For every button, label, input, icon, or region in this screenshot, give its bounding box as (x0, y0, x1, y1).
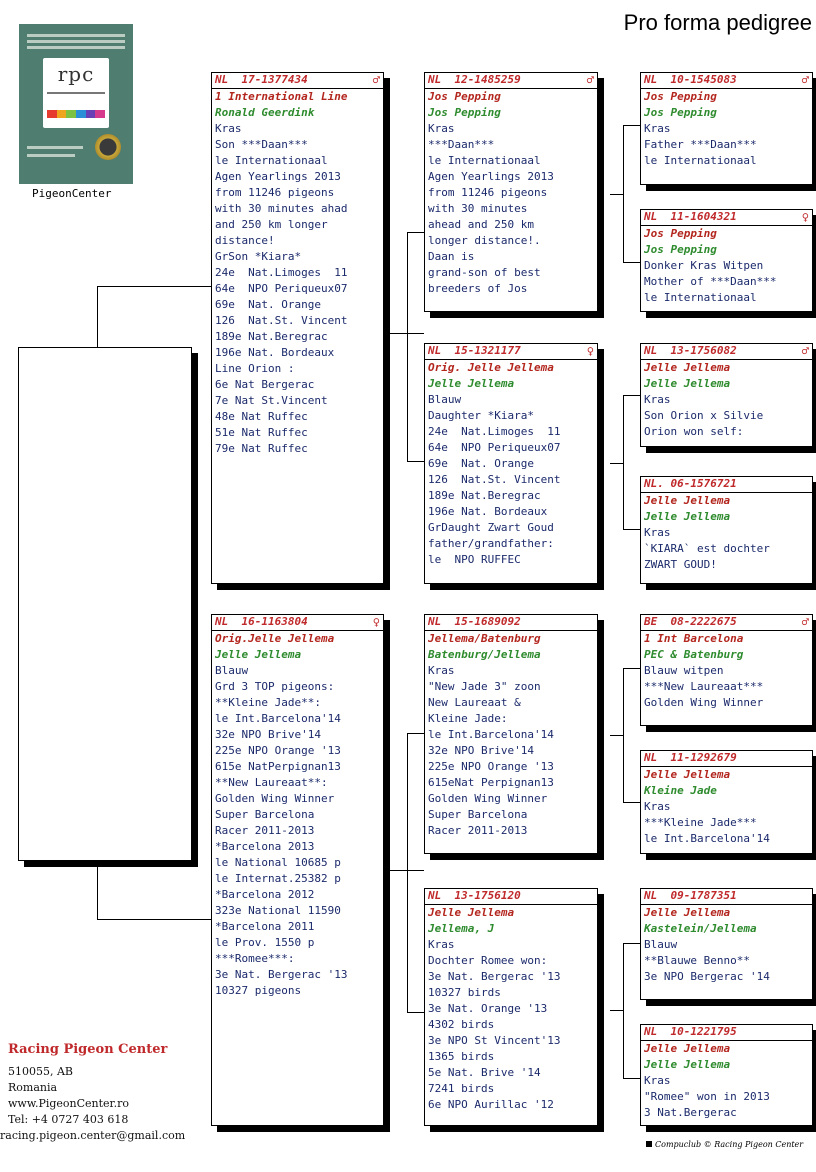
pedigree-note: 6e Nat Bergerac (215, 378, 315, 391)
ring-number: BE 08-2222675 (644, 615, 737, 628)
pedigree-note: "Romee" won in 2013 (644, 1090, 770, 1103)
pedigree-note: 32e NPO Brive'14 (428, 744, 534, 757)
pedigree-note: Blauw witpen (644, 664, 724, 677)
pedigree-note: 3 Nat.Bergerac (644, 1106, 737, 1119)
phone-number: Tel: +4 0727 403 618 (8, 1113, 129, 1126)
connector-line (407, 733, 424, 734)
pedigree-note: Golden Wing Winner (644, 696, 764, 709)
logo-text-line (27, 146, 83, 149)
pedigree-note: 3e NPO Bergerac '14 (644, 970, 770, 983)
sex-icon: ♂ (801, 615, 809, 629)
pedigree-note: longer distance!. (428, 234, 541, 247)
pedigree-note: **Blauwe Benno** (644, 954, 750, 967)
pedigree-note: Kleine Jade: (428, 712, 508, 725)
pedigree-note: Son Orion x Silvie (644, 409, 764, 422)
pedigree-note: Blauw (428, 393, 462, 406)
connector-line (407, 232, 408, 462)
connector-line (623, 1078, 640, 1079)
pedigree-note: Kras (428, 664, 455, 677)
pedigree-note: 196e Nat. Bordeaux (215, 346, 335, 359)
breeder-name: Orig. Jelle Jellema (428, 361, 554, 374)
pedigree-note: 126 Nat.St. Vincent (428, 473, 561, 486)
pedigree-note: 189e Nat.Beregrac (428, 489, 541, 502)
owner-name: Batenburg/Jellema (428, 648, 541, 661)
card-header (425, 73, 597, 89)
pedigree-note: `KIARA` est dochter (644, 542, 770, 555)
logo-text-line (27, 34, 125, 37)
card-header (641, 889, 812, 905)
pigeon-card-sire[interactable] (211, 72, 384, 584)
pedigree-note: Super Barcelona (215, 808, 315, 821)
connector-line (623, 125, 640, 126)
logo-color-stripes (47, 110, 105, 118)
pedigree-note: 225e NPO Orange '13 (428, 760, 554, 773)
pedigree-note: 5e Nat. Brive '14 (428, 1066, 541, 1079)
owner-name: Kleine Jade (644, 784, 717, 797)
pigeon-card-sdd[interactable] (640, 476, 813, 584)
pedigree-note: 69e Nat. Orange (215, 298, 321, 311)
owner-name: Jos Pepping (428, 106, 501, 119)
pedigree-note: ***Kleine Jade*** (644, 816, 757, 829)
pedigree-note: Agen Yearlings 2013 (215, 170, 341, 183)
card-header (212, 73, 383, 89)
breeder-name: Jelle Jellema (644, 1042, 731, 1055)
card-header (641, 477, 812, 493)
pedigree-note: from 11246 pigeons (428, 186, 548, 199)
pedigree-note: le Int.Barcelona'14 (215, 712, 341, 725)
connector-line (97, 919, 211, 920)
ring-number: NL 13-1756120 (428, 889, 521, 902)
pedigree-note: ZWART GOUD! (644, 558, 717, 571)
sex-icon: ♂ (586, 73, 594, 87)
pedigree-note: Agen Yearlings 2013 (428, 170, 554, 183)
pedigree-note: 24e Nat.Limoges 11 (215, 266, 348, 279)
pigeon-card-dam-sire[interactable] (424, 614, 598, 854)
pedigree-note: grand-son of best (428, 266, 541, 279)
pedigree-note: GrDaught Zwart Goud (428, 521, 554, 534)
connector-line (97, 286, 98, 347)
owner-name: Jellema, J (428, 922, 495, 935)
pedigree-note: Racer 2011-2013 (215, 824, 315, 837)
pigeon-card-sds[interactable] (640, 343, 813, 447)
logo-text-line (27, 46, 125, 49)
connector-line (97, 866, 98, 920)
pedigree-note: Blauw (215, 664, 249, 677)
breeder-name: Jelle Jellema (644, 361, 731, 374)
ring-number: NL 09-1787351 (644, 889, 737, 902)
pedigree-note: with 30 minutes ahad (215, 202, 348, 215)
address-line: 510055, AB (8, 1065, 74, 1078)
pedigree-note: le Int.Barcelona'14 (428, 728, 554, 741)
logo-brand: rpc (57, 62, 95, 86)
breeder-name: Jos Pepping (428, 90, 501, 103)
pedigree-note: 32e NPO Brive'14 (215, 728, 321, 741)
pedigree-note: 24e Nat.Limoges 11 (428, 425, 561, 438)
sex-icon: ♀ (586, 344, 594, 358)
card-header (641, 73, 812, 89)
pedigree-note: le Internationaal (428, 154, 541, 167)
sex-icon: ♂ (801, 344, 809, 358)
breeder-name: Orig.Jelle Jellema (215, 632, 335, 645)
owner-name: Jos Pepping (644, 106, 717, 119)
pedigree-note: *Barcelona 2013 (215, 840, 315, 853)
connector-line (623, 668, 624, 803)
pedigree-note: GrSon *Kiara* (215, 250, 302, 263)
pedigree-note: Kras (644, 393, 671, 406)
breeder-name: Jelle Jellema (644, 906, 731, 919)
pedigree-note: distance! (215, 234, 275, 247)
pedigree-note: le Internat.25382 p (215, 872, 341, 885)
pedigree-note: Orion won self: (644, 425, 744, 438)
pedigree-note: Racer 2011-2013 (428, 824, 528, 837)
pigeon-card-dam[interactable] (211, 614, 384, 1126)
owner-name: Jelle Jellema (644, 510, 731, 523)
card-header (641, 1025, 812, 1041)
breeder-name: 1 International Line (215, 90, 348, 103)
ring-number: NL 11-1604321 (644, 210, 737, 223)
pigeon-card-dds[interactable] (640, 888, 813, 1000)
pigeon-card-sire-dam[interactable] (424, 343, 598, 584)
pedigree-note: *Barcelona 2012 (215, 888, 315, 901)
subject-box (18, 347, 192, 861)
owner-name: Jelle Jellema (215, 648, 302, 661)
connector-line (623, 802, 640, 803)
breeder-name: Jos Pepping (644, 90, 717, 103)
connector-line (623, 943, 624, 1079)
pigeon-card-dsd[interactable] (640, 750, 813, 854)
pedigree-note: Golden Wing Winner (428, 792, 548, 805)
pedigree-note: Daan is (428, 250, 475, 263)
connector-line (623, 529, 640, 530)
pedigree-note: 615e NatPerpignan13 (215, 760, 341, 773)
brand-logo (19, 24, 133, 184)
pedigree-note: with 30 minutes (428, 202, 528, 215)
ring-number: NL 10-1221795 (644, 1025, 737, 1038)
breeder-name: Jelle Jellema (644, 768, 731, 781)
pigeon-card-sss[interactable] (640, 72, 813, 185)
page-title: Pro forma pedigree (623, 10, 812, 35)
card-header (641, 615, 812, 631)
breeder-name: Jos Pepping (644, 227, 717, 240)
connector-line (610, 463, 623, 464)
ring-number: NL 15-1689092 (428, 615, 521, 628)
pedigree-note: Son ***Daan*** (215, 138, 308, 151)
logo-text-line (27, 154, 75, 157)
pedigree-note: 6e NPO Aurillac '12 (428, 1098, 554, 1111)
pedigree-note: 126 Nat.St. Vincent (215, 314, 348, 327)
pedigree-note: 48e Nat Ruffec (215, 410, 308, 423)
ring-number: NL 15-1321177 (428, 344, 521, 357)
breeder-name: Jellema/Batenburg (428, 632, 541, 645)
pedigree-note: 7241 birds (428, 1082, 495, 1095)
pedigree-note: ***New Laureaat*** (644, 680, 764, 693)
pedigree-note: Kras (644, 1074, 671, 1087)
org-name: Racing Pigeon Center (8, 1042, 168, 1057)
pedigree-note: 7e Nat St.Vincent (215, 394, 328, 407)
connector-line (623, 668, 640, 669)
sex-icon: ♀ (801, 210, 809, 224)
pedigree-note: 3e NPO St Vincent'13 (428, 1034, 561, 1047)
pedigree-note: Grd 3 TOP pigeons: (215, 680, 335, 693)
pedigree-note: Kras (644, 526, 671, 539)
pedigree-note: 3e Nat. Orange '13 (428, 1002, 548, 1015)
card-header (425, 889, 597, 905)
pedigree-note: ***Romee***: (215, 952, 295, 965)
pedigree-note: 69e Nat. Orange (428, 457, 534, 470)
pedigree-note: 196e Nat. Bordeaux (428, 505, 548, 518)
connector-line (97, 286, 211, 287)
pedigree-note: 3e Nat. Bergerac '13 (428, 970, 561, 983)
pedigree-note: New Laureaat & (428, 696, 521, 709)
ring-number: NL 16-1163804 (215, 615, 308, 628)
connector-line (407, 461, 424, 462)
pedigree-note: le NPO RUFFEC (428, 553, 521, 566)
pedigree-note: le National 10685 p (215, 856, 341, 869)
pedigree-note: 79e Nat Ruffec (215, 442, 308, 455)
pedigree-note: ahead and 250 km (428, 218, 534, 231)
pedigree-note: Kras (215, 122, 242, 135)
card-header (425, 615, 597, 631)
connector-line (610, 194, 623, 195)
pigeon-card-dam-dam[interactable] (424, 888, 598, 1126)
owner-name: Kastelein/Jellema (644, 922, 757, 935)
logo-text-line (27, 40, 125, 43)
contact-block (0, 1042, 186, 1144)
pedigree-note: 64e NPO Periqueux07 (428, 441, 561, 454)
pigeon-card-dss[interactable] (640, 614, 813, 726)
card-header (641, 751, 812, 767)
owner-name: Ronald Geerdink (215, 106, 315, 119)
pedigree-note: Super Barcelona (428, 808, 528, 821)
pedigree-note: 64e NPO Periqueux07 (215, 282, 348, 295)
pedigree-note: Kras (644, 122, 671, 135)
owner-name: Jelle Jellema (428, 377, 515, 390)
pedigree-note: Golden Wing Winner (215, 792, 335, 805)
pedigree-note: Line Orion : (215, 362, 295, 375)
breeder-name: Jelle Jellema (428, 906, 515, 919)
pedigree-note: Mother of ***Daan*** (644, 275, 777, 288)
pedigree-note: le Internationaal (644, 154, 757, 167)
connector-line (610, 735, 623, 736)
pedigree-note: 3e Nat. Bergerac '13 (215, 968, 348, 981)
logo-caption: PigeonCenter (32, 187, 112, 200)
pedigree-note: 51e Nat Ruffec (215, 426, 308, 439)
email-link[interactable]: racing.pigeon.center@gmail.com (0, 1129, 186, 1142)
owner-name: PEC & Batenburg (644, 648, 744, 661)
pedigree-note: 1365 birds (428, 1050, 495, 1063)
ring-number: NL 10-1545083 (644, 73, 737, 86)
sex-icon: ♀ (372, 615, 380, 629)
connector-line (610, 1010, 623, 1011)
award-medal-icon (95, 134, 121, 160)
pedigree-note: 615eNat Perpignan13 (428, 776, 554, 789)
connector-line (407, 1012, 424, 1013)
pedigree-note: Dochter Romee won: (428, 954, 548, 967)
pedigree-note: Kras (644, 800, 671, 813)
owner-name: Jelle Jellema (644, 1058, 731, 1071)
breeder-name: 1 Int Barcelona (644, 632, 744, 645)
website-link[interactable]: www.PigeonCenter.ro (8, 1097, 129, 1110)
ring-number: NL. 06-1576721 (644, 477, 737, 490)
connector-line (623, 262, 640, 263)
pedigree-note: Blauw (644, 938, 678, 951)
pedigree-note: breeders of Jos (428, 282, 528, 295)
pedigree-note: 10327 birds (428, 986, 501, 999)
pigeon-card-ssd[interactable] (640, 209, 813, 312)
owner-name: Jos Pepping (644, 243, 717, 256)
ring-number: NL 17-1377434 (215, 73, 308, 86)
address-line: Romania (8, 1081, 58, 1094)
owner-name: Jelle Jellema (644, 377, 731, 390)
pedigree-note: 225e NPO Orange '13 (215, 744, 341, 757)
connector-line (407, 232, 424, 233)
card-header (425, 344, 597, 360)
card-header (212, 615, 383, 631)
connector-line (623, 395, 624, 530)
pedigree-note: le Internationaal (644, 291, 757, 304)
pedigree-note: 10327 pigeons (215, 984, 302, 997)
pedigree-note: and 250 km longer (215, 218, 328, 231)
card-header (641, 344, 812, 360)
ring-number: NL 11-1292679 (644, 751, 737, 764)
pedigree-note: *Barcelona 2011 (215, 920, 315, 933)
pedigree-note: 4302 birds (428, 1018, 495, 1031)
pedigree-note: ***Daan*** (428, 138, 495, 151)
pedigree-note: "New Jade 3" zoon (428, 680, 541, 693)
pedigree-note: Daughter *Kiara* (428, 409, 534, 422)
sex-icon: ♂ (801, 73, 809, 87)
pedigree-note: le Prov. 1550 p (215, 936, 315, 949)
pigeon-card-ddd[interactable] (640, 1024, 813, 1126)
sex-icon: ♂ (372, 73, 380, 87)
pedigree-note: Kras (428, 938, 455, 951)
connector-line (623, 395, 640, 396)
ring-number: NL 13-1756082 (644, 344, 737, 357)
pedigree-note: Father ***Daan*** (644, 138, 757, 151)
pedigree-note: father/grandfather: (428, 537, 554, 550)
footer-credit: Compuclub © Racing Pigeon Center (646, 1140, 803, 1149)
pedigree-note: 323e National 11590 (215, 904, 341, 917)
pedigree-note: **New Laureaat**: (215, 776, 328, 789)
card-header (641, 210, 812, 226)
pedigree-note: le Internationaal (215, 154, 328, 167)
logo-subline (47, 92, 105, 94)
pedigree-note: **Kleine Jade**: (215, 696, 321, 709)
pedigree-note: Donker Kras Witpen (644, 259, 764, 272)
pedigree-note: from 11246 pigeons (215, 186, 335, 199)
ring-number: NL 12-1485259 (428, 73, 521, 86)
connector-line (623, 943, 640, 944)
pedigree-note: Kras (428, 122, 455, 135)
pedigree-note: le Int.Barcelona'14 (644, 832, 770, 845)
pedigree-note: 189e Nat.Beregrac (215, 330, 328, 343)
connector-line (407, 733, 408, 1013)
breeder-name: Jelle Jellema (644, 494, 731, 507)
pigeon-card-sire-sire[interactable] (424, 72, 598, 312)
connector-line (623, 125, 624, 263)
